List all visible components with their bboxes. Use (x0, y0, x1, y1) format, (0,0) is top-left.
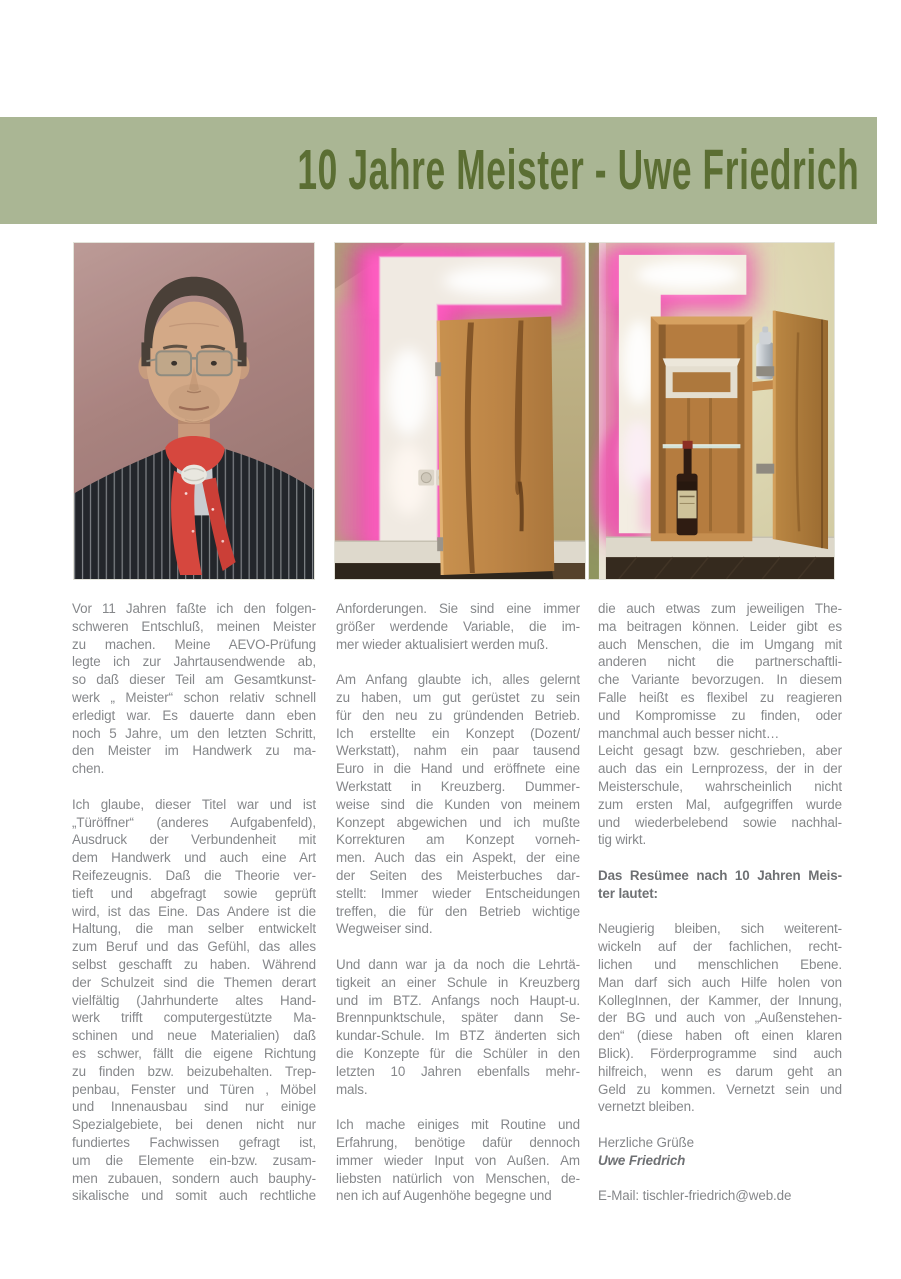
text-line: tieft und abgefragt sowie geprüft (72, 885, 316, 901)
resume-heading: ter lautet: (598, 885, 658, 901)
text-line: den Meister im Handwerk zu ma- (72, 743, 316, 759)
text-line: Geld zu kommen. Vernetzt sein und (598, 1081, 842, 1097)
text-line: chen. (72, 761, 105, 777)
text-line: Korrekturen am Konzept vorneh- (336, 832, 580, 848)
text-line: Neugierig bleiben, sich weiterent- (598, 921, 842, 937)
text-line: und Innenausbau sind nur einige (72, 1099, 316, 1115)
text-line: Anforderungen. Sie sind eine immer (336, 601, 580, 616)
text-line: zu machen. Meine AEVO-Prüfung (72, 636, 316, 652)
text-line: Meisterschule, wahrscheinlich nicht (598, 778, 842, 794)
text-line: immer wieder Input von Außen. Am (336, 1152, 580, 1168)
text-line: den“ (diese haben oft einen klaren (598, 1028, 842, 1044)
text-line: größer werdende Variable, die im- (336, 618, 580, 634)
text-line: Ausdruck der Verbundenheit mit (72, 832, 316, 848)
text-line: men zubauen, sondern auch bauphy- (72, 1170, 316, 1186)
text-line: Brennpunktschule, später dann Se- (336, 1010, 580, 1026)
text-column-3 (598, 600, 842, 1205)
text-line: schweren Entschluß, meinen Meister (72, 618, 316, 634)
text-line: fundiertes Fachwissen gefragt ist, (72, 1134, 316, 1150)
closing-greeting: Herzliche Grüße (598, 1134, 694, 1150)
text-line: für den neu zu gründenden Betrieb. (336, 707, 580, 723)
text-line: Ich erstellte ein Konzept (Dozent/ (336, 725, 580, 741)
text-line: dem Handwerk und auch eine Art (72, 850, 316, 866)
text-line: der BG und auch von „Außenstehen- (598, 1010, 842, 1026)
signature-name: Uwe Friedrich (598, 1152, 686, 1168)
text-line: legte ich zur Jahrtausendwende ab, (72, 654, 316, 670)
text-line: und wiederbelebend sowie nachhal- (598, 814, 842, 830)
page-title: 10 Jahre Meister - Uwe Friedrich (297, 138, 859, 202)
text-line: mer wieder aktualisiert werden muß. (336, 636, 549, 652)
title-banner (0, 117, 877, 224)
text-line: lichen und menschlichen Ebene. (598, 956, 842, 972)
text-line: men. Auch das ein Aspekt, der eine (336, 850, 580, 866)
text-line: tigkeit an einer Schule in Kreuzberg (336, 974, 580, 990)
text-line: hilfreich, wenn es darum geht an (598, 1063, 842, 1079)
text-line: der Schulzeit sind die Themen derart (72, 974, 316, 990)
text-line: Haltung, die man selber entwickelt (72, 921, 316, 937)
text-column-1 (72, 600, 316, 1205)
text-line: so daß dieser Teil am Gesamtkunst- (72, 672, 316, 688)
text-line: vernetzt bleiben. (598, 1099, 695, 1115)
text-line: zu finden bzw. beizubehalten. Trep- (72, 1063, 316, 1079)
text-line: KollegInnen, der Kammer, der Innung, (598, 992, 842, 1008)
cabinet-closed-illustration (335, 243, 585, 579)
cabinet-open-illustration (589, 243, 834, 579)
text-column-2 (336, 600, 580, 1205)
resume-heading: Das Resümee nach 10 Jahren Meis- (598, 867, 842, 883)
text-line: Werkstatt), nahm ein paar tausend (336, 743, 580, 759)
text-line: stellt: Immer wieder Entscheidungen (336, 885, 580, 901)
text-line: werk trifft computergestützte Ma- (72, 1010, 316, 1026)
text-line: Leicht gesagt bzw. geschrieben, aber (598, 743, 842, 759)
photo-cabinet-closed (334, 242, 586, 580)
text-line: Ich mache einiges mit Routine und (336, 1117, 580, 1133)
text-line: Reifezeugnis. Daß die Theorie ver- (72, 867, 316, 883)
text-line: auch das ein Lernprozess, der in der (598, 761, 842, 777)
text-line: penbau, Fenster und Türen , Möbel (72, 1081, 316, 1097)
text-line: Erfahrung, benötige dafür dennoch (336, 1134, 580, 1150)
text-line: ma beitragen können. Leider gibt es (598, 618, 842, 634)
text-line: auch Menschen, die im Umgang mit (598, 636, 842, 652)
text-line: zum ersten Mal, aufgegriffen wurde (598, 796, 842, 812)
text-line: um die Elemente ein-bzw. zusam- (72, 1152, 316, 1168)
text-line: Werkstatt in Kreuzberg. Dummer- (336, 778, 580, 794)
text-line: selbst geschafft zu haben. Während (72, 956, 316, 972)
text-line: schinen und neue Materialien) daß (72, 1028, 316, 1044)
text-line: Und dann war ja da noch die Lehrtä- (336, 956, 580, 972)
text-line: wickeln auf der fachlichen, recht- (598, 939, 842, 955)
text-line: die auch etwas zum jeweiligen The- (598, 601, 842, 616)
text-line: vielfältig (Jahrhunderte altes Hand- (72, 992, 316, 1008)
text-line: nen ich auf Augenhöhe begegne und (336, 1188, 552, 1204)
text-line: Man darf sich auch Hilfe holen von (598, 974, 842, 990)
text-line: che Variante bevorzugen. In diesem (598, 672, 842, 688)
text-line: Vor 11 Jahren faßte ich den folgen- (72, 601, 316, 616)
text-line: liebsten natürlich von Menschen, de- (336, 1170, 580, 1186)
text-line: der Seiten des Meisterbuches dar- (336, 867, 580, 883)
text-line: Spezialgebiete, bei denen nicht nur (72, 1117, 316, 1133)
text-line: treffen, die für den Betrieb wichtige (336, 903, 580, 919)
text-line: erledigt war. Es dauerte dann eben (72, 707, 316, 723)
portrait-illustration (74, 243, 314, 579)
text-line: tig wirkt. (598, 832, 647, 848)
email-line: E-Mail: tischler-friedrich@web.de (598, 1188, 792, 1204)
text-line: „Türöffner“ (anderes Aufgabenfeld), (72, 814, 316, 830)
text-line: Wegweiser sind. (336, 921, 433, 937)
text-line: Ich glaube, dieser Titel war und ist (72, 796, 316, 812)
text-line: Euro in die Hand und eröffnete eine (336, 761, 580, 777)
text-line: weise sind die Kunden von meinem (336, 796, 580, 812)
text-line: Am Anfang glaubte ich, alles gelernt (336, 672, 580, 688)
text-line: kundar-Schule. Im BTZ änderten sich (336, 1028, 580, 1044)
photo-portrait-uwe-friedrich (73, 242, 315, 580)
text-line: es schwer, fällt die eigene Richtung (72, 1045, 316, 1061)
text-line: zu haben, um gut gerüstet zu sein (336, 689, 580, 705)
text-line: Blick). Förderprogramme sind auch (598, 1045, 842, 1061)
text-line: Konzept abgewichen und ich mußte (336, 814, 580, 830)
text-line: werk „ Meister“ schon relativ schnell (72, 689, 316, 705)
text-line: anderen nicht die partnerschaftli- (598, 654, 842, 670)
text-line: letzten 10 Jahren ebenfalls mehr- (336, 1063, 580, 1079)
text-line: noch 5 Jahre, um den letzten Schritt, (72, 725, 316, 741)
text-line: und Kompromisse zu finden, oder (598, 707, 842, 723)
text-line: mals. (336, 1081, 368, 1097)
text-line: die Konzepte für die Schüler in den (336, 1045, 580, 1061)
text-line: wird, ist das Eine. Das Andere ist die (72, 903, 316, 919)
photo-cabinet-open-bar (588, 242, 835, 580)
text-line: und im BTZ. Anfangs noch Haupt-u. (336, 992, 580, 1008)
text-line: Falle heißt es flexibel zu reagieren (598, 689, 842, 705)
text-line: zum Beruf und das Gefühl, das alles (72, 939, 316, 955)
text-line: manchmal auch besser nicht… (598, 725, 780, 741)
text-line: sikalische und somit auch rechtliche (72, 1188, 316, 1204)
